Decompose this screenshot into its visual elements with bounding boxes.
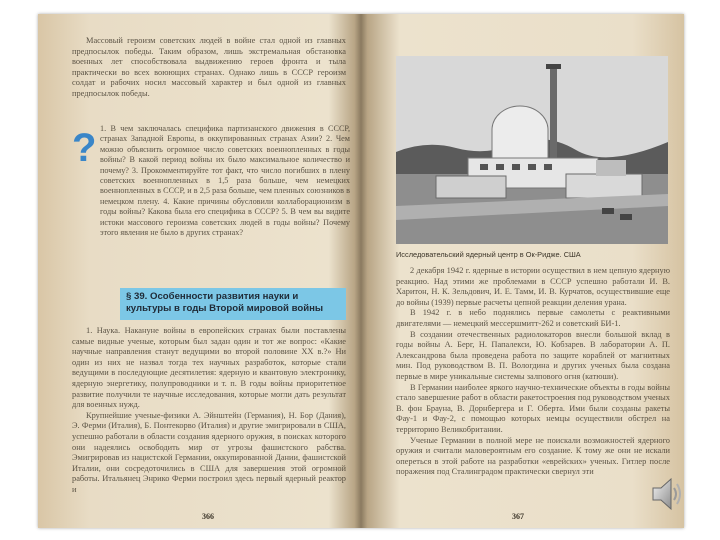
right-body-paragraph-3: В создании отечественных радиолокаторов внесли большой вклад в годы войны А. Берг, Н. Папалекси, Ю. Кобзарев. В лаборатории А. П. Александрова была проведена работа по защите кораблей от магнитных мин. Под руководством В. П. Вологдина и других ученых была создана первые в мире уникальные системы залпового огня (катюши). [396,329,670,381]
right-body-paragraph-5: Ученые Германии в полной мере не поискали возможностей ядерного оружия и считали маловероятным его создание. К тому же они не искали опереться в этой работе на разработки «еврейских» ученых. Гитлер после поражения под Сталинградом практически свернул эти [396,435,670,477]
left-body-paragraph-2: Крупнейшие ученые-физики А. Эйнштейн (Германия), Н. Бор (Дания), Э. Ферми (Италия), Б. Понтекорво (Италия) и другие эмигрировали в США, успешно работали в области создания ядерного оружия, в поисках которого они надеялись освободить мир от угрозы фашистского рабства. Эмигрировав из нацистской Германии, оккупированной Дании, фашистской Италии, они сосредоточились в США для завершения этой огромной работы. Итальянец Энрико Ферми построил здесь первый ядерный реактор и [72,410,346,494]
right-page [374,14,674,528]
photo-nuclear-center [396,56,668,244]
speaker-icon[interactable] [650,474,684,514]
section-heading-text: § 39. Особенности развития науки и культуры в годы Второй мировой войны [126,291,324,314]
left-page [50,14,350,528]
right-body-paragraph-2: В 1942 г. в небо поднялись первые самолеты с реактивными двигателями — немецкий мессершмитт-262 и советский БИ-1. [396,308,670,328]
questions-block [72,124,350,238]
section-heading [120,288,346,320]
left-top-paragraph: Массовый героизм советских людей в войне стал одной из главных предпосылок победы. Таким образом, лишь экстремальная обстановка военных лет способствовала выдвижению героев фронта и тыла практически во всех воюющих странах. Однако лишь в СССР героизм солдат и рабочих носил массовый характер и был одной из главных предпосылок победы. [72,36,346,98]
page-number-right: 367 [512,512,524,521]
review-questions: 1. В чем заключалась специфика партизанского движения в СССР, странах Западной Европы, в оккупированных странах Азии? 2. Чем можно объяснить огромное число советских военнопленных в годы войны? В какой период войны их было максимальное количество и почему? 3. Прокомментируйте тот факт, что число погибших в плену советских военнопленных в 1,5 раза больше, чем немецких военнопленных в СССР, и в 2,5 раза больше, чем пленных союзников в немецком плену. 4. Какие причины обусловили коллаборационизм в годы войны? Какова была его специфика в СССР? 5. В чем вы видите истоки массового героизма советских людей в годы войны? Почему этого явления не было в других странах? [100,124,350,238]
photo-caption: Исследовательский ядерный центр в Ок-Ридже. США [396,250,581,259]
question-mark-icon: ? [72,126,97,170]
page-number-left: 366 [202,512,214,521]
left-body-paragraph-1: 1. Наука. Накануне войны в европейских странах были поставлены самые видные ученые, которым был задан один и тот же вопрос: «Какие научные направления станут ведущими во второй половине XX в.?» Ни один из них не назвал тогда тех научных разработок, которые стали ведущими в последующие десятилетия: ядерную и квантовую электронику, ядерную энергетику, полупроводники и т. п. В годы войны приоритетное развитие получили те научные исследования, которые могли дать результат для военных нужд. [72,326,346,410]
book-spread [38,14,684,528]
right-body-paragraph-1: 2 декабря 1942 г. ядерные в истории осуществил в нем цепную ядерную реакцию. Над этими же проблемами в СССР успешно работали И. В. Харитон, Н. К. Зельдович, И. Е. Тамм, И. В. Курчатов, осуществившие еще до войны (1939) первые расчеты цепной реакции деления урана. [396,266,670,307]
right-body-paragraph-4: В Германии наиболее яркого научно-технические объекты в годы войны стало завершение работ в области ракетостроения под руководством ученых В. фон Брауна, В. Дорнбергера и Г. Оберта. Ими были созданы ракеты Фау-1 и Фау-2, с помощью которых немцы осуществили обстрел на территорию Великобритании. [396,382,670,434]
